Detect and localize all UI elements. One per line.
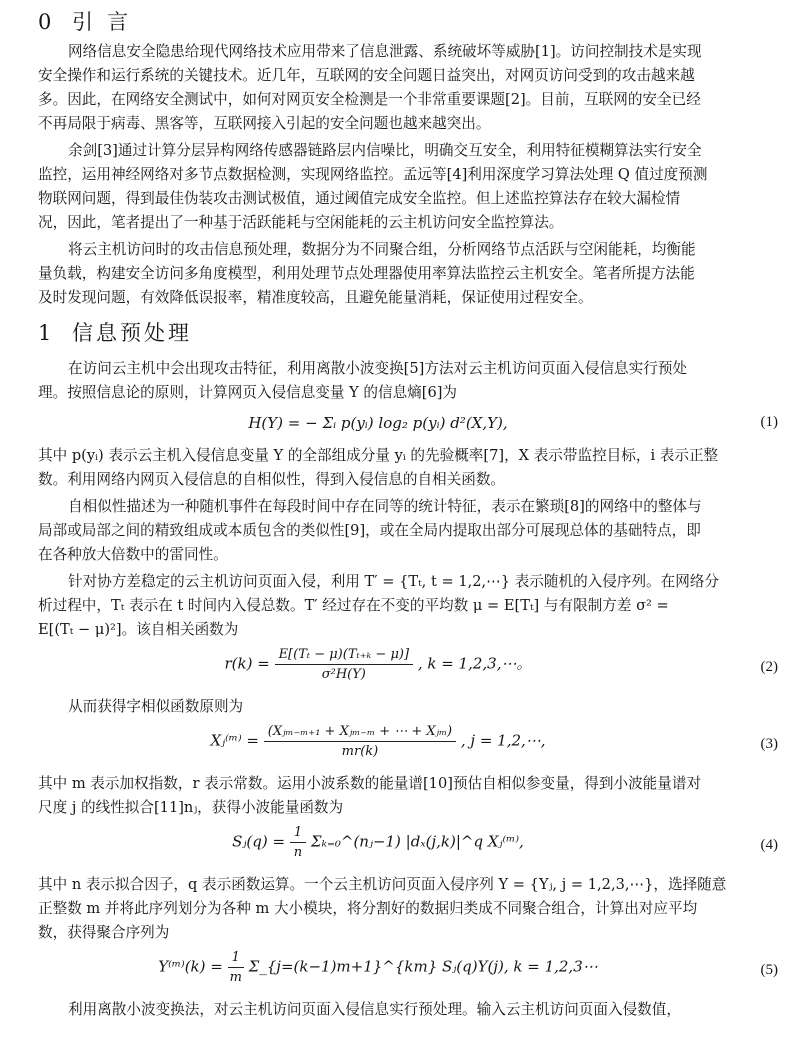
equation-rhs: , j = 1,2,⋯, bbox=[456, 731, 546, 750]
equation-lhs: Sⱼ(q) = bbox=[232, 832, 290, 851]
paragraph bbox=[38, 444, 778, 492]
equation-body: H(Y) = − Σᵢ p(yᵢ) log₂ p(yᵢ) d²(X,Y), bbox=[248, 414, 508, 432]
denominator: n bbox=[293, 845, 303, 860]
section-heading bbox=[38, 317, 192, 347]
equation-rhs: Σₖ₌₀^(nⱼ−1) |dₓ(j,k)|^q Xⱼ⁽ᵐ⁾, bbox=[306, 832, 524, 851]
equation-body bbox=[38, 950, 718, 985]
text-line: 量负载，构建安全访问多角度模型，利用处理节点处理器使用率算法监控云主机安全。笔者所提方法能 bbox=[38, 265, 695, 282]
text-line: 数，获得聚合序列为 bbox=[38, 924, 170, 941]
equation-body bbox=[38, 724, 718, 759]
section-heading bbox=[38, 6, 142, 36]
section-title: 引言 bbox=[72, 10, 142, 34]
equation-rhs: Σ_{j=(k−1)m+1}^{km} Sⱼ(q)Y(j), k = 1,2,3⋯ bbox=[243, 957, 598, 976]
paragraph bbox=[38, 998, 778, 1022]
equation-rhs: , k = 1,2,3,⋯。 bbox=[413, 654, 532, 673]
paragraph bbox=[38, 873, 778, 945]
equation-number: (3) bbox=[760, 736, 778, 752]
text-line: 及时发现问题，有效降低误报率，精准度较高，且避免能量消耗，保证使用过程安全。 bbox=[38, 289, 593, 306]
numerator: (Xⱼₘ₋ₘ₊₁ + Xⱼₘ₋ₘ + ⋯ + Xⱼₘ) bbox=[264, 724, 456, 742]
text-line: 多。因此，在网络安全测试中，如何对网页安全检测是一个非常重要课题[2]。目前，互联网的安全已经 bbox=[38, 91, 701, 108]
numerator: E[(Tₜ − μ)(Tₜ₊ₖ − μ)] bbox=[275, 647, 414, 665]
denominator: mr(k) bbox=[341, 744, 379, 759]
equation-number: (5) bbox=[760, 962, 778, 978]
text-line: 尺度 j 的线性拟合[11]nⱼ，获得小波能量函数为 bbox=[38, 799, 344, 816]
numerator: 1 bbox=[290, 825, 306, 843]
paragraph bbox=[38, 772, 778, 820]
equation bbox=[38, 823, 778, 869]
equation-number: (2) bbox=[760, 659, 778, 675]
equation-lhs: Y⁽ᵐ⁾(k) = bbox=[158, 957, 228, 976]
equation-lhs: r(k) = bbox=[224, 654, 275, 673]
text-line: 针对协方差稳定的云主机访问页面入侵，利用 T′ = {Tₜ, t = 1,2,⋯} 表示随机的入侵序列。在网络分 bbox=[68, 573, 720, 590]
equation-lhs: Xⱼ⁽ᵐ⁾ = bbox=[210, 731, 264, 750]
text-line: E[(Tₜ − μ)²]。该自相关函数为 bbox=[38, 621, 239, 638]
text-line: 将云主机访问时的攻击信息预处理，数据分为不同聚合组，分析网络节点活跃与空闲能耗，均衡能 bbox=[68, 241, 696, 258]
section-number: 0 bbox=[38, 10, 53, 34]
text-line: 在各种放大倍数中的雷同性。 bbox=[38, 546, 228, 563]
denominator: σ²H(Y) bbox=[321, 667, 366, 682]
equation-number: (4) bbox=[760, 837, 778, 853]
equation-body bbox=[38, 825, 718, 860]
equation bbox=[38, 948, 778, 994]
paragraph bbox=[38, 570, 778, 642]
text-line: 网络信息安全隐患给现代网络技术应用带来了信息泄露、系统破坏等威胁[1]。访问控制技术是实现 bbox=[68, 43, 702, 60]
fraction bbox=[275, 647, 414, 682]
paragraph bbox=[38, 695, 778, 719]
text-line: 余剑[3]通过计算分层异构网络传感器链路层内信噪比，明确交互安全，利用特征模糊算法实行安全 bbox=[68, 142, 702, 159]
text-line: 在访问云主机中会出现攻击特征，利用离散小波变换[5]方法对云主机访问页面入侵信息实行预处 bbox=[68, 360, 688, 377]
text-line: 其中 p(yᵢ) 表示云主机入侵信息变量 Y 的全部组成分量 yᵢ 的先验概率[7]，X 表示带监控目标，i 表示正整 bbox=[38, 447, 719, 464]
fraction bbox=[290, 825, 306, 860]
fraction bbox=[264, 724, 456, 759]
text-line: 其中 n 表示拟合因子，q 表示函数运算。一个云主机访问页面入侵序列 Y = {Yⱼ, j = 1,2,3,⋯}，选择随意 bbox=[38, 876, 727, 893]
section-number: 1 bbox=[38, 321, 53, 345]
paragraph bbox=[38, 357, 778, 405]
fraction bbox=[228, 950, 244, 985]
paragraph bbox=[38, 139, 778, 235]
paragraph bbox=[38, 495, 778, 567]
text-line: 况，因此，笔者提出了一种基于活跃能耗与空闲能耗的云主机访问安全监控算法。 bbox=[38, 214, 564, 231]
text-line: 利用离散小波变换法，对云主机访问页面入侵信息实行预处理。输入云主机访问页面入侵数值， bbox=[68, 1001, 681, 1018]
equation bbox=[38, 645, 778, 691]
equation-number: (1) bbox=[760, 414, 778, 430]
text-line: 理。按照信息论的原则，计算网页入侵信息变量 Y 的信息熵[6]为 bbox=[38, 384, 458, 401]
text-line: 数。利用网络内网页入侵信息的自相似性，得到入侵信息的自相关函数。 bbox=[38, 471, 506, 488]
text-line: 监控，运用神经网络对多节点数据检测，实现网络监控。孟远等[4]利用深度学习算法处理 Q 值过度预测 bbox=[38, 166, 708, 183]
equation-body bbox=[38, 647, 718, 682]
text-line: 自相似性描述为一种随机事件在每段时间中存在同等的统计特征，表示在繁琐[8]的网络中的整体与 bbox=[68, 498, 702, 515]
paragraph bbox=[38, 40, 778, 136]
equation bbox=[38, 722, 778, 768]
text-line: 安全操作和运行系统的关键技术。近几年，互联网的安全问题日益突出，对网页访问受到的攻击越来越 bbox=[38, 67, 695, 84]
text-line: 不再局限于病毒、黑客等，互联网接入引起的安全问题也越来越突出。 bbox=[38, 115, 491, 132]
text-line: 析过程中，Tₜ 表示在 t 时间内入侵总数。T′ 经过存在不变的平均数 μ = E[Tₜ] 与有限制方差 σ² = bbox=[38, 597, 669, 614]
text-line: 局部或局部之间的精致组成或本质包含的类似性[9]，或在全局内提取出部分可展现总体的基础特点，即 bbox=[38, 522, 701, 539]
equation bbox=[38, 406, 778, 446]
text-line: 物联网问题，得到最佳伪装攻击测试极值，通过阈值完成安全监控。但上述监控算法存在较大漏检情 bbox=[38, 190, 681, 207]
paragraph bbox=[38, 238, 778, 310]
numerator: 1 bbox=[228, 950, 244, 968]
text-line: 正整数 m 并将此序列划分为各种 m 大小模块，将分割好的数据归类成不同聚合组合，计算出对应平均 bbox=[38, 900, 698, 917]
denominator: m bbox=[229, 970, 242, 985]
text-line: 其中 m 表示加权指数，r 表示常数。运用小波系数的能量谱[10]预估自相似参变量，得到小波能量谱对 bbox=[38, 775, 702, 792]
text-line: 从而获得字相似函数原则为 bbox=[68, 698, 244, 715]
section-title: 信息预处理 bbox=[72, 321, 192, 345]
